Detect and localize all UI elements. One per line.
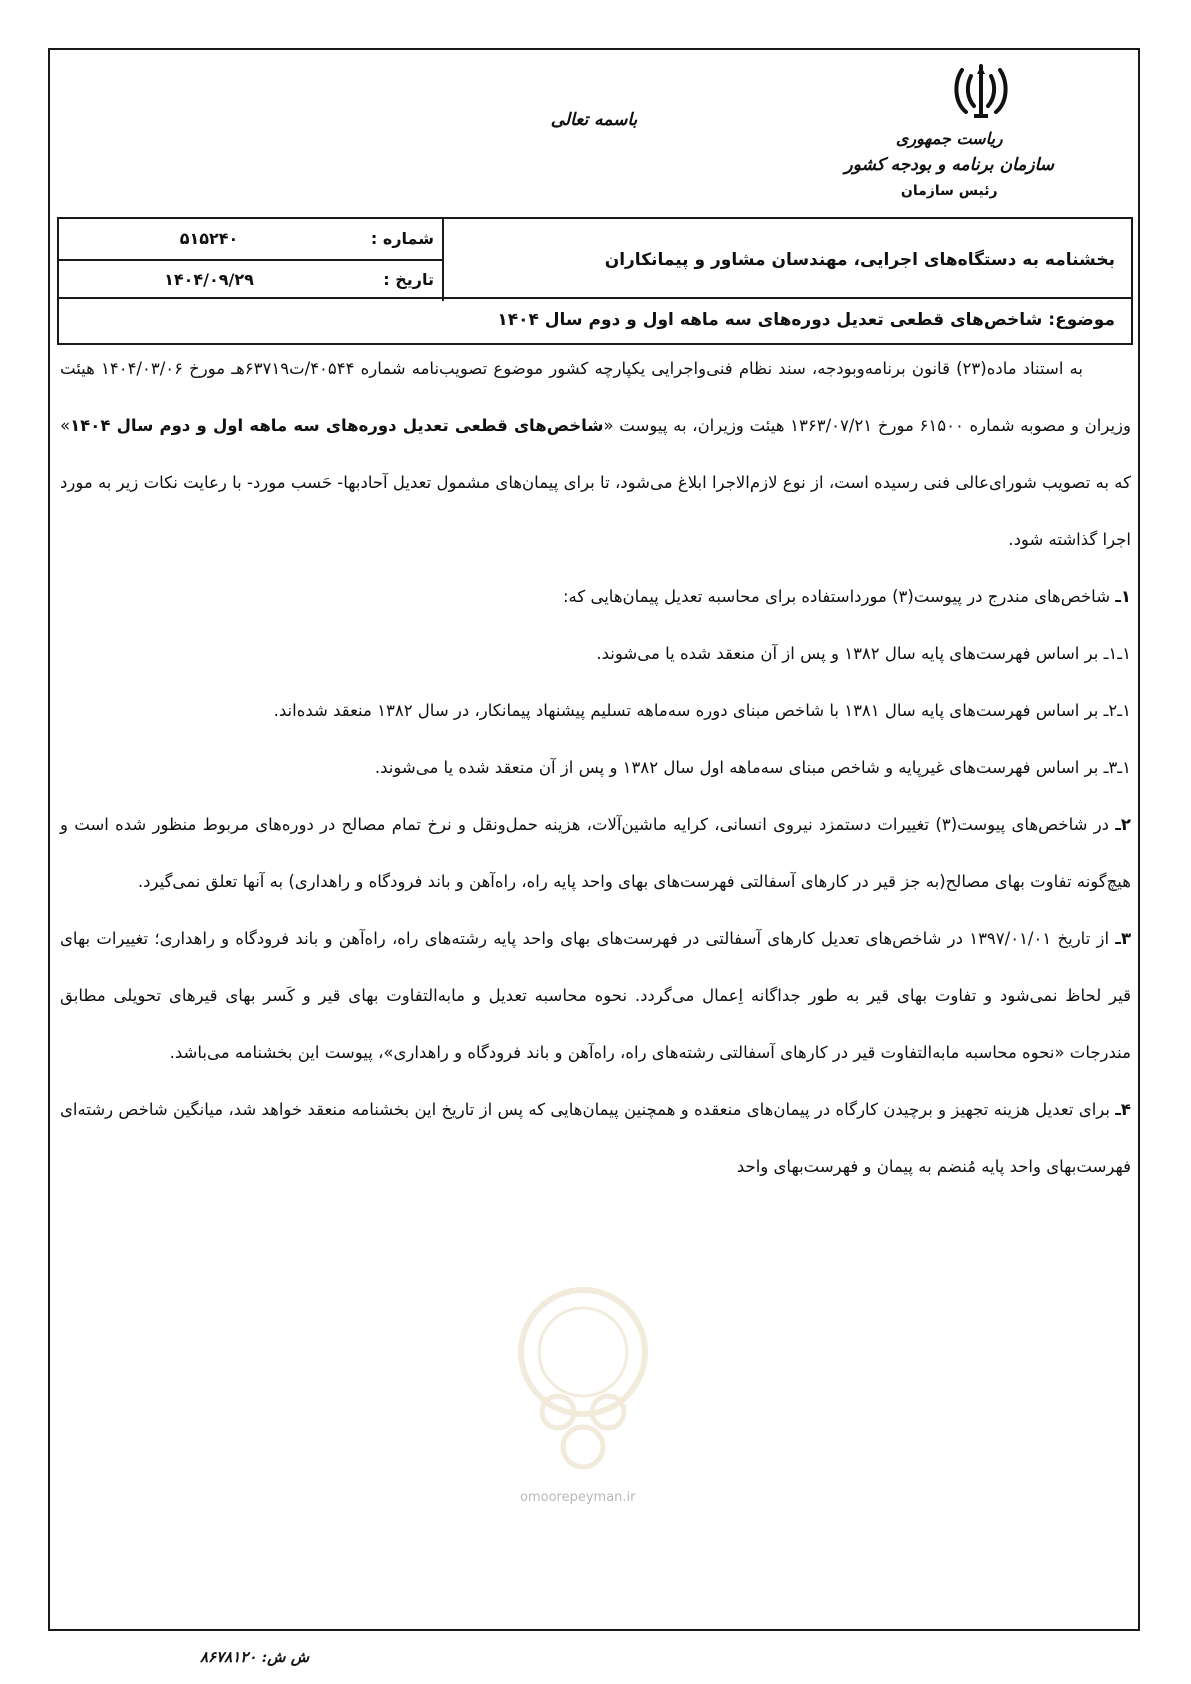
intro-text-1: به استناد ماده(۲۳) قانون برنامه‌وبودجه، سند نظام فنی‌واجرایی یکپارچه کشور موضوع تصویب‌نامه شماره ۴۰۵۴۴/ت۶۳۷۱۹هـ مورخ ۱۴۰۴/۰۳/۰۶ هیئت وزیران و مصوبه شماره ۶۱۵۰۰ مورخ ۱۳۶۳/۰۷/۲۱ هیئت وزیران، به پیوست « — [60, 359, 1131, 435]
item-1-3: ۱ـ۳ـ بر اساس فهرست‌های غیرپایه و شاخص مبنای سه‌ماهه اول سال ۱۳۸۲ و پس از آن منعقد شده یا می‌شوند. — [374, 758, 1131, 777]
item-1-1: ۱ـ۱ـ بر اساس فهرست‌های پایه سال ۱۳۸۲ و پس از آن منعقد شده یا می‌شوند. — [596, 644, 1131, 663]
watermark-url: omoorepeyman.ir — [520, 1490, 636, 1505]
item-3 — [60, 910, 1131, 1081]
item-1 — [60, 568, 1131, 625]
organization-title — [845, 126, 1055, 204]
item-2 — [60, 796, 1131, 910]
org-head: رئیس سازمان — [900, 183, 998, 199]
bismillah-heading: باسمه تعالی — [550, 110, 638, 130]
letter-date: ۱۴۰۴/۰۹/۲۹ — [164, 270, 254, 289]
letter-body — [60, 340, 1131, 1195]
number-row — [59, 219, 442, 261]
item-4-number: ۴ـ — [1115, 1100, 1131, 1119]
letter-header-table — [57, 217, 1133, 345]
item-2-text: در شاخص‌های پیوست(۳) تغییرات دستمزد نیروی انسانی، کرایه ماشین‌آلات، هزینه حمل‌ونقل و نرخ تمام مصالح در دوره‌های مربوط منظور شده است و هیچ‌گونه تفاوت بهای مصالح(به جز قیر در کارهای آسفالتی فهرست‌های بهای واحد پایه راه، راه‌آهن و باند فرودگاه و راهداری) به آنها تعلق نمی‌گیرد. — [60, 815, 1131, 891]
iran-emblem-icon — [952, 62, 1010, 122]
org-presidency: ریاست جمهوری — [895, 129, 1003, 148]
item-1-2: ۱ـ۲ـ بر اساس فهرست‌های پایه سال ۱۳۸۱ با شاخص مبنای دوره سه‌ماهه تسلیم پیشنهاد پیمانکار، در سال ۱۳۸۲ منعقد شده‌اند. — [273, 701, 1131, 720]
letter-number: ۵۱۵۲۴۰ — [179, 229, 239, 248]
number-label: شماره : — [370, 229, 434, 248]
item-4-text: برای تعدیل هزینه تجهیز و برچیدن کارگاه در پیمان‌های منعقده و همچنین پیمان‌هایی که پس از تاریخ این بخشنامه منعقد خواهد شد، میانگین شاخص رشته‌ای فهرست‌بهای واحد پایه مُنضم به پیمان و فهرست‌بهای واحد — [60, 1100, 1131, 1176]
intro-paragraph — [60, 340, 1131, 568]
intro-text-2: » که به تصویب شورای‌عالی فنی رسیده است، از نوع لازم‌الاجرا ابلاغ می‌شود، تا برای پیمان‌های مشمول تعدیل آحادبها- حَسب مورد- با رعایت نکات زیر به مورد اجرا گذاشته شود. — [60, 416, 1131, 549]
date-row — [59, 260, 442, 300]
item-4 — [60, 1081, 1131, 1195]
item-2-number: ۲ـ — [1115, 815, 1131, 834]
date-label: تاریخ : — [383, 270, 434, 289]
item-3-number: ۳ـ — [1115, 929, 1132, 948]
intro-bold-title: شاخص‌های قطعی تعدیل دوره‌های سه ماهه اول و دوم سال ۱۴۰۴ — [70, 416, 604, 435]
item-1-number: ۱ـ — [1115, 587, 1131, 606]
subject-line: موضوع: شاخص‌های قطعی تعدیل دوره‌های سه ماهه اول و دوم سال ۱۴۰۴ — [59, 297, 1131, 343]
footer-code: ش ش: ۸۶۷۸۱۲۰ — [200, 1648, 310, 1666]
org-name: سازمان برنامه و بودجه کشور — [844, 155, 1054, 175]
item-1-text: شاخص‌های مندرج در پیوست(۳) مورداستفاده برای محاسبه تعدیل پیمان‌هایی که: — [562, 587, 1116, 606]
item-3-text: از تاریخ ۱۳۹۷/۰۱/۰۱ در شاخص‌های تعدیل کارهای آسفالتی در فهرست‌های بهای واحد پایه رشته‌های راه، راه‌آهن و باند فرودگاه و راهداری؛ تغییرات بهای قیر لحاظ نمی‌شود و تفاوت بهای قیر به طور جداگانه اِعمال می‌گردد. نحوه محاسبه تعدیل و مابه‌التفاوت بهای قیر و کَسر بهای قیرهای تحویلی مطابق مندرجات «نحوه محاسبه مابه‌التفاوت قیر در کارهای آسفالتی رشته‌های راه، راه‌آهن و باند فرودگاه و راهداری»، پیوست این بخشنامه می‌باشد. — [60, 929, 1131, 1062]
number-date-box — [59, 219, 444, 301]
watermark-seal-icon — [508, 1272, 658, 1492]
addressee: بخشنامه به دستگاه‌های اجرایی، مهندسان مشاور و پیمانکاران — [604, 250, 1115, 270]
